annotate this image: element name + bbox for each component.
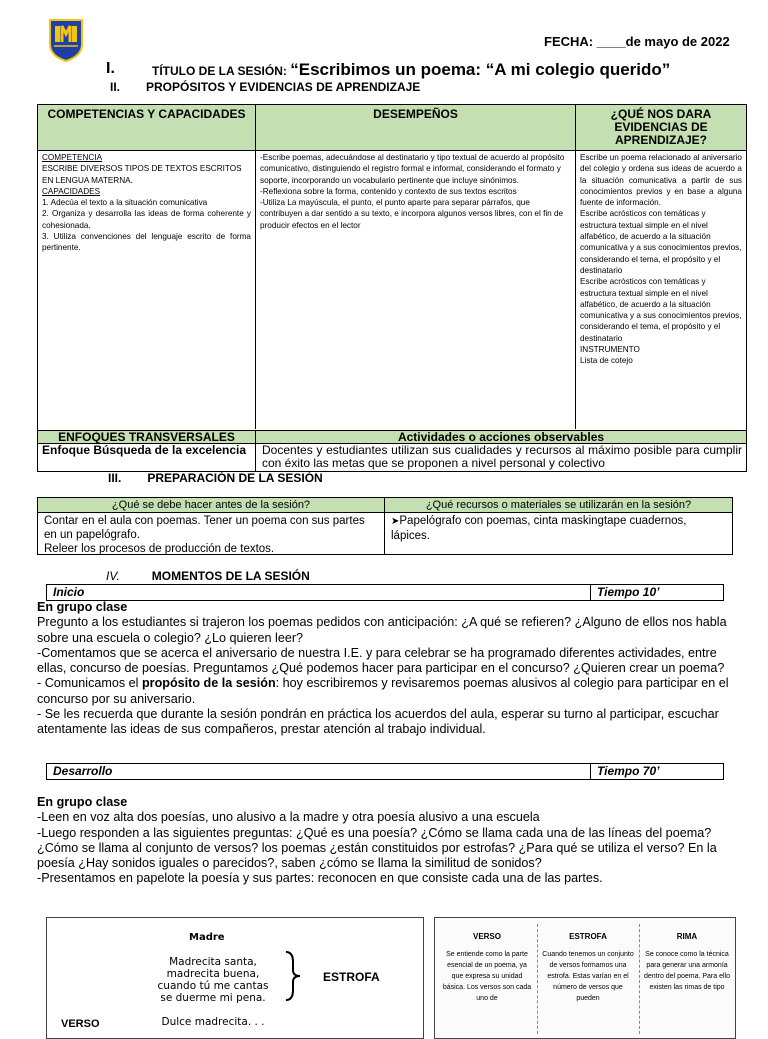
inicio-text: En grupo clase Pregunto a los estudiantes si trajeron los poemas pedidos con anticipación: ¿A qué se refieren? ¿Alguno de ellos nos habla sobre una escuela o colegio? ¿Lo quieren leer? -Comentamos que se acerca el aniversario de nuestra I.E. y para celebrar se ha programado diferentes actividades, entre ellas, concurso de poesías. Preguntamos ¿Qué podemos hacer para participar en el concurso? ¿Quieren crear un poema? - Comunicamos el propósito de la sesión: hoy escribiremos y revisaremos poemas alusivos al colegio para participar en el concurso por su aniversario. - Se les recuerda que durante la sesión pondrán en práctica los acuerdos del aula, esperar su turno al participar, escuchar atentamente las ideas de sus compañeros, prestar atención al trabajo individual.: [37, 600, 729, 737]
brace-icon: [283, 950, 303, 1002]
part-estrofa: ESTROFA Cuando tenemos un conjunto de versos formamos una estrofa. Estas varían en el número de versos que pueden: [542, 932, 634, 1002]
school-logo: [48, 18, 84, 62]
session-title: [152, 60, 670, 80]
header-competencias: COMPETENCIAS Y CAPACIDADES: [38, 105, 256, 151]
inicio-bar: Inicio Tiempo 10’: [46, 584, 724, 601]
header-recursos: ¿Qué recursos o materiales se utilizarán en la sesión?: [385, 498, 732, 513]
header-actividades: Actividades o acciones observables: [256, 430, 746, 444]
header-evidencias: ¿QUÉ NOS DARA EVIDENCIAS DE APRENDIZAJE?: [576, 105, 746, 151]
date-field: FECHA: ____de mayo de 2022: [544, 34, 730, 49]
recursos-cell: ➤Papelógrafo con poemas, cinta maskingtape cuadernos, lápices.: [391, 515, 687, 542]
part-rima: RIMA Se conoce como la técnica para generar una armonía dentro del poema. Para ello existen las rimas de tipo: [644, 932, 730, 991]
poem-parts-figure: [434, 917, 736, 1039]
header-enfoques: ENFOQUES TRANSVERSALES: [38, 430, 256, 444]
poem-stanza: Madrecita santa, madrecita buena, cuando tú me cantas se duerme mi pena.: [157, 956, 269, 1004]
actividad-cell: Docentes y estudiantes utilizan sus cualidades y recursos al máximo posible para cumplir con éxito las metas que se proponen a nivel personal y colectivo: [262, 443, 742, 470]
section-heading: II. PROPÓSITOS Y EVIDENCIAS DE APRENDIZAJE: [110, 80, 421, 94]
session-title-text: “Escribimos un poema: “A mi colegio querido”: [290, 60, 671, 79]
estrofa-label: ESTROFA: [323, 970, 380, 984]
part-verso: VERSO Se entiende como la parte esencial de un poema, ya que expresa su unidad básica. Los versos son cada uno de: [442, 932, 532, 1002]
competencias-table: [37, 104, 747, 472]
poem-next-line: Dulce madrecita. . .: [161, 1016, 265, 1028]
header-antes: ¿Qué se debe hacer antes de la sesión?: [38, 498, 385, 513]
section-heading-4: IV. MOMENTOS DE LA SESIÓN: [106, 569, 310, 583]
session-title-label: TÍTULO DE LA SESIÓN:: [152, 64, 291, 78]
preparacion-table: [37, 497, 733, 555]
poem-figure: [46, 917, 424, 1039]
desarrollo-text: En grupo clase -Leen en voz alta dos poesías, uno alusivo a la madre y otra poesía alusivo a una escuela -Luego responden a las siguientes preguntas: ¿Qué es una poesía? ¿Cómo se llama cada una de las líneas del poema? ¿Cómo se llama al conjunto de versos? los poemas ¿están constituidos por estrofas? ¿Para qué se utiliza el verso? En la poesía ¿Hay sonidos iguales o parecidos?, saben ¿cómo se llama la similitud de sonidos? -Presentamos en papelote la poesía y sus partes: reconocen en que consiste cada una de las partes.: [37, 795, 717, 886]
competencias-cell: COMPETENCIA ESCRIBE DIVERSOS TIPOS DE TEXTOS ESCRITOS EN LENGUA MATERNA. CAPACIDADES 1. Adecúa el texto a la situación comunicativa 2. Organiza y desarrolla las ideas de forma coherente y cohesionada. 3. Utiliza convenciones del lenguaje escrito de forma pertinente.: [38, 151, 256, 429]
verso-label: VERSO: [61, 1018, 100, 1030]
desempenos-cell: -Escribe poemas, adecuándose al destinatario y tipo textual de acuerdo al propósito comunicativo, distinguiendo el registro formal e informal, considerando el formato y soporte, incorporando un vocabulario pertinente que incluye sinónimos. -Reflexiona sobre la forma, contenido y contexto de sus textos escritos -Utiliza La mayúscula, el punto, el punto aparte para separar párrafos, que contribuyen a dar sentido a su texto, e incorpora algunos versos libres, con el fin de producir efectos en el lector: [256, 151, 576, 429]
antes-cell: Contar en el aula con poemas. Tener un poema con sus partes en un papelógrafo. Releer los procesos de producción de textos.: [38, 513, 385, 555]
evidencias-cell: Escribe un poema relacionado al aniversario del colegio y ordena sus ideas de acuerdo a la situación comunicativa a partir de sus conocimientos previos y en base a alguna fuente de información. Escribe acrósticos con temáticas y estructura textual simple en el nivel alfabético, de acuerdo a la situación comunicativa y a sus conocimientos previos, considerando el tema, el propósito y el destinatario Escribe acrósticos con temáticas y estructura textual simple en el nivel alfabético, de acuerdo a la situación comunicativa y a sus conocimientos previos, considerando el tema, el propósito y el destinatario INSTRUMENTO Lista de cotejo: [580, 153, 742, 366]
desarrollo-bar: Desarrollo Tiempo 70’: [46, 763, 724, 780]
enfoque-cell: Enfoque Búsqueda de la excelencia: [42, 443, 247, 457]
section-number: I.: [106, 60, 115, 77]
poem-title: Madre: [189, 932, 225, 943]
header-desempenos: DESEMPEÑOS: [256, 105, 576, 151]
section-heading-3: III. PREPARACIÓN DE LA SESIÓN: [108, 471, 323, 485]
